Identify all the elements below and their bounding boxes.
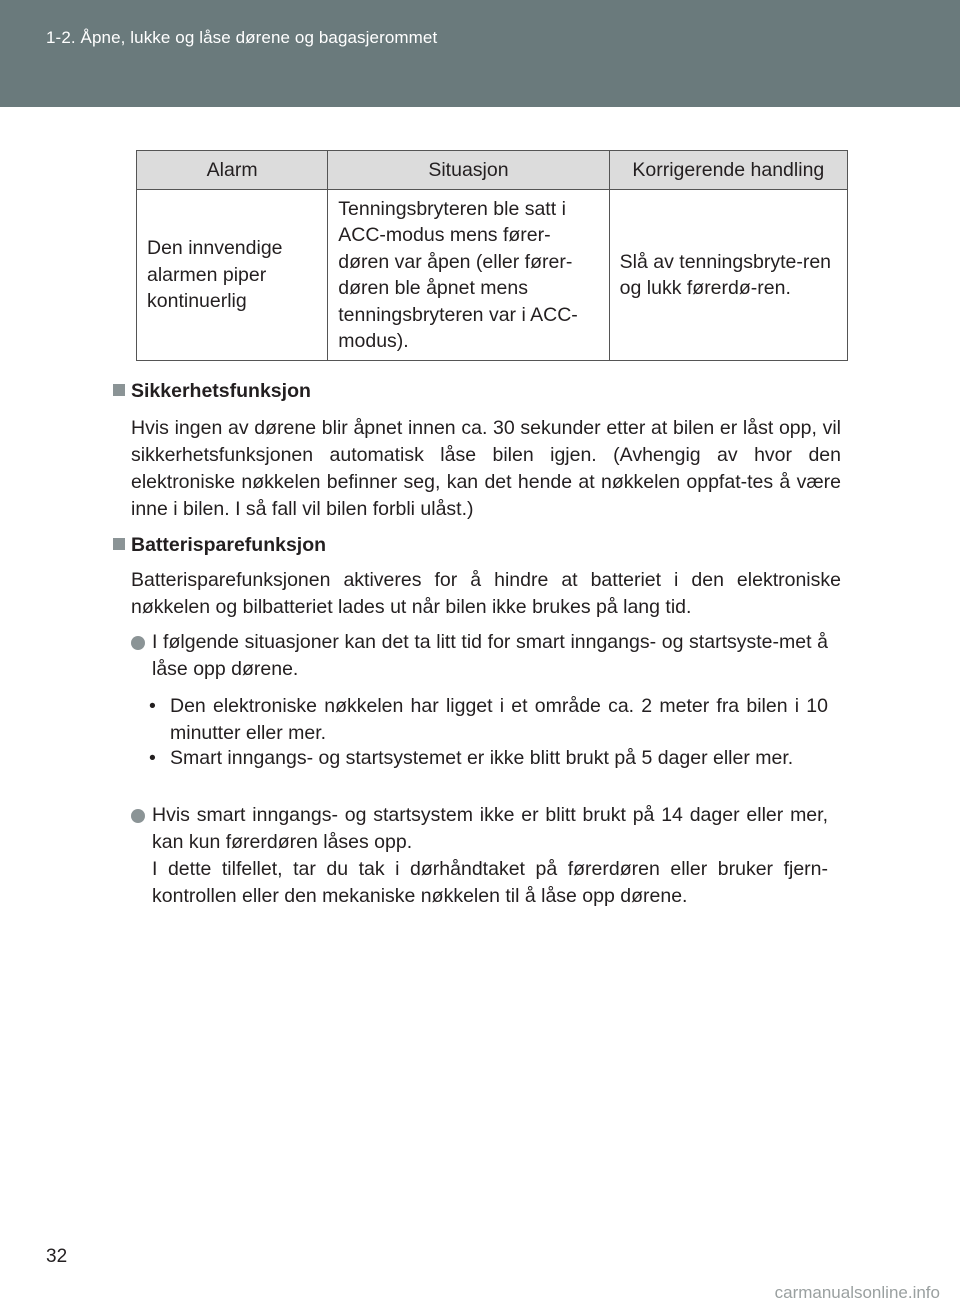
list-item-text: I følgende situasjoner kan det ta litt tid for smart inngangs- og startsyste-met å låse opp dørene. <box>152 631 828 680</box>
sub-bullet <box>149 693 828 747</box>
table-row <box>137 190 848 361</box>
bullet-dot-icon: • <box>149 695 156 717</box>
column-header-action: Korrigerende handling <box>609 151 847 190</box>
column-header-situation: Situasjon <box>328 151 609 190</box>
table-header-row <box>137 151 848 190</box>
circle-bullet-icon <box>131 809 145 823</box>
list-item-text-continued: I dette tilfellet, tar du tak i dørhåndtaket på førerdøren eller bruker fjern-kontrollen eller den mekaniske nøkkelen til å låse opp dørene. <box>152 858 828 907</box>
square-bullet-icon <box>113 538 125 550</box>
list-item <box>131 802 828 910</box>
watermark: carmanualsonline.info <box>774 1283 940 1302</box>
column-header-alarm: Alarm <box>137 151 328 190</box>
cell-action: Slå av tenningsbryte-ren og lukk førerdø-ren. <box>609 190 847 361</box>
section-body-security: Hvis ingen av dørene blir åpnet innen ca. 30 sekunder etter at bilen er låst opp, vil sikkerhetsfunksjonen automatisk låse bilen igjen. (Avhengig av hvor den elektroniske nøkkelen befinner seg, kan det hende at nøkkelen oppfat-tes å være inne i bilen. I så fall vil bilen forbli ulåst.) <box>131 417 841 520</box>
bullet-dot-icon: • <box>149 747 156 769</box>
sub-bullet-text: Smart inngangs- og startsystemet er ikke blitt brukt på 5 dager eller mer. <box>170 747 794 769</box>
section-heading-battery-saver <box>113 532 326 559</box>
chapter-title: 1-2. Åpne, lukke og låse dørene og bagasjerommet <box>46 28 438 47</box>
sub-bullet <box>149 745 828 772</box>
section-heading-text: Batterisparefunksjon <box>131 534 327 556</box>
cell-situation: Tenningsbryteren ble satt i ACC-modus mens fører-døren var åpen (eller fører-døren ble åpnet mens tenningsbryteren var i ACC-modus). <box>328 190 609 361</box>
square-bullet-icon <box>113 384 125 396</box>
circle-bullet-icon <box>131 636 145 650</box>
section-heading-text: Sikkerhetsfunksjon <box>131 380 311 402</box>
sub-bullet-text: Den elektroniske nøkkelen har ligget i et område ca. 2 meter fra bilen i 10 minutter eller mer. <box>170 695 828 744</box>
chapter-header-band <box>0 0 960 107</box>
cell-alarm: Den innvendige alarmen piper kontinuerlig <box>137 190 328 361</box>
alarm-table <box>136 150 848 361</box>
section-body-battery-saver: Batterisparefunksjonen aktiveres for å hindre at batteriet i den elektroniske nøkkelen og bilbatteriet lades ut når bilen ikke brukes på lang tid. <box>131 569 841 618</box>
section-heading-security <box>113 378 311 405</box>
list-item <box>131 629 828 683</box>
list-item-text: Hvis smart inngangs- og startsystem ikke er blitt brukt på 14 dager eller mer, kan kun førerdøren låses opp. <box>152 804 828 853</box>
page-number: 32 <box>46 1246 68 1267</box>
